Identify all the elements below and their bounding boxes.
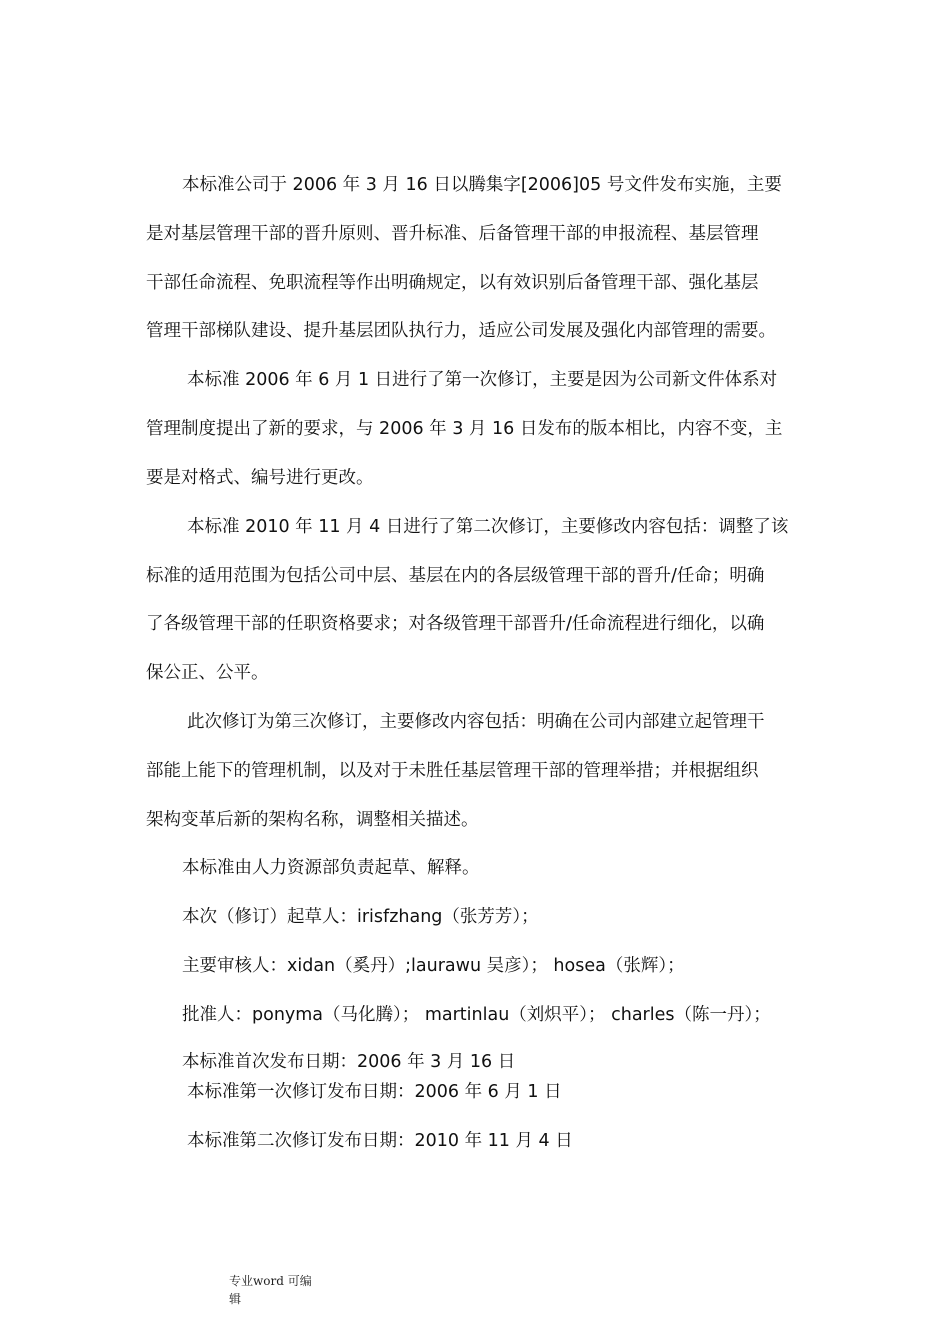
paragraph-1-line-2: 是对基层管理干部的晋升原则、晋升标准、后备管理干部的申报流程、基层管理	[146, 224, 759, 244]
paragraph-1-line-3: 干部任命流程、免职流程等作出明确规定，以有效识别后备管理干部、强化基层	[146, 273, 759, 293]
second-revision-date-line: 本标准第二次修订发布日期：2010 年 11 月 4 日	[187, 1131, 573, 1151]
paragraph-1-line-4: 管理干部梯队建设、提升基层团队执行力，适应公司发展及强化内部管理的需要。	[146, 321, 776, 341]
first-release-date-line: 本标准首次发布日期：2006 年 3 月 16 日	[182, 1052, 516, 1072]
paragraph-4-line-1: 此次修订为第三次修订，主要修改内容包括：明确在公司内部建立起管理干	[187, 712, 765, 732]
approvers-line: 批准人：ponyma（马化腾）； martinlau（刘炽平）； charles（陈一丹）；	[182, 1005, 771, 1025]
paragraph-3-line-4: 保公正、公平。	[146, 663, 269, 683]
footer-text-line-1: 专业word 可编	[229, 1274, 312, 1288]
paragraph-2-line-3: 要是对格式、编号进行更改。	[146, 468, 374, 488]
paragraph-3-line-3: 了各级管理干部的任职资格要求；对各级管理干部晋升/任命流程进行细化，以确	[146, 614, 765, 634]
paragraph-4-line-3: 架构变革后新的架构名称，调整相关描述。	[146, 810, 479, 830]
paragraph-2-line-2: 管理制度提出了新的要求，与 2006 年 3 月 16 日发布的版本相比，内容不变，主	[146, 419, 783, 439]
paragraph-4-line-2: 部能上能下的管理机制，以及对于未胜任基层管理干部的管理举措；并根据组织	[146, 761, 759, 781]
drafting-department-line: 本标准由人力资源部负责起草、解释。	[182, 858, 480, 878]
paragraph-2-line-1: 本标准 2006 年 6 月 1 日进行了第一次修订，主要是因为公司新文件体系对	[187, 370, 778, 390]
paragraph-3-line-1: 本标准 2010 年 11 月 4 日进行了第二次修订，主要修改内容包括：调整了该	[187, 517, 789, 537]
reviewers-line: 主要审核人：xidan（奚丹）;laurawu 吴彦）； hosea（张辉）；	[182, 956, 685, 976]
footer-text-line-2: 辑	[229, 1292, 242, 1306]
paragraph-1-line-1: 本标准公司于 2006 年 3 月 16 日以腾集字[2006]05 号文件发布实施，主要	[182, 175, 782, 195]
paragraph-3-line-2: 标准的适用范围为包括公司中层、基层在内的各层级管理干部的晋升/任命；明确	[146, 566, 765, 586]
first-revision-date-line: 本标准第一次修订发布日期：2006 年 6 月 1 日	[187, 1082, 562, 1102]
drafter-line: 本次（修订）起草人：irisfzhang（张芳芳）；	[182, 907, 539, 927]
